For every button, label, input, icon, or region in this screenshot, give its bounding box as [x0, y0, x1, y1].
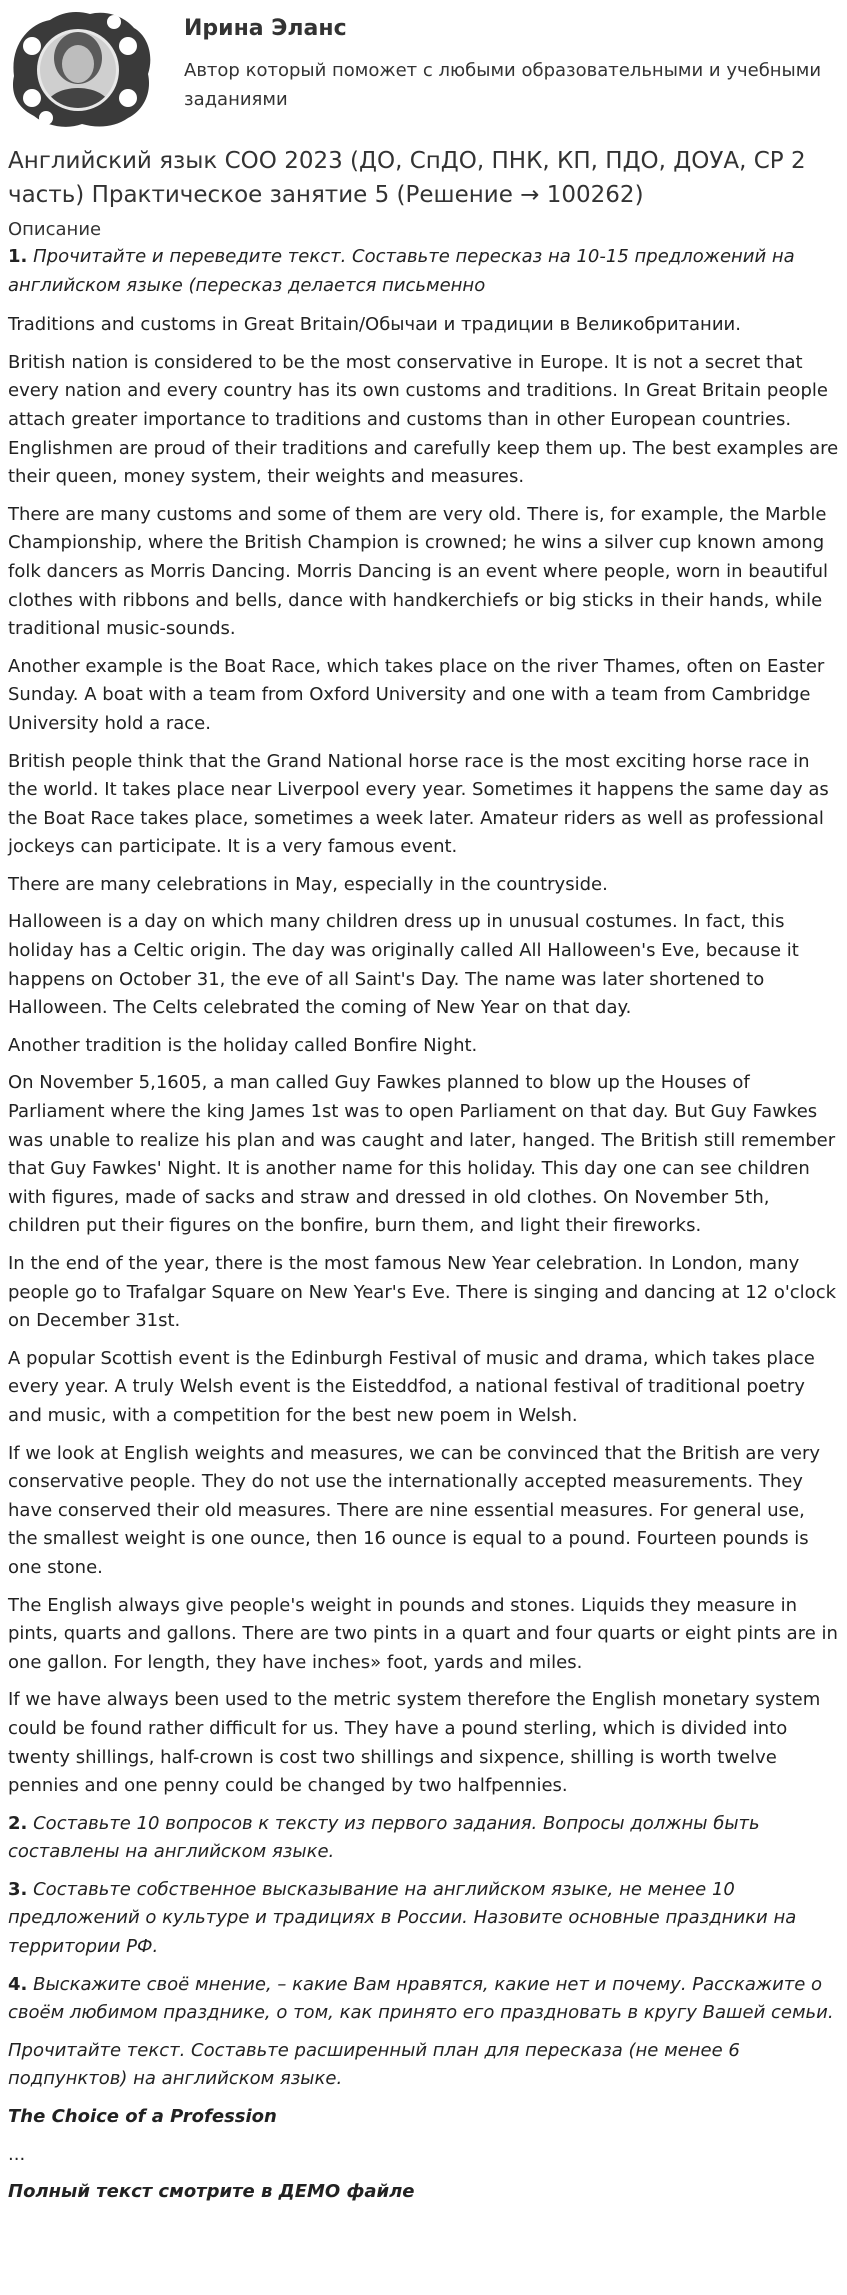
- demo-note: Полный текст смотрите в ДЕМО файле: [8, 2181, 415, 2203]
- text-paragraph: There are many customs and some of them are very old. There is, for example, the Marble Championship, where the British Champion is crowned; he wins a silver cup known among folk dancers as Morris Dancing. Morris Dancing is an event where people, worn in beautiful clothes with ribbons and bells, dance with handkerchiefs or big sticks in their hands, while traditional music-sounds.: [8, 503, 828, 640]
- task-number: 2.: [8, 1812, 28, 1834]
- reel-hole: [119, 37, 137, 55]
- reel-hole: [119, 89, 137, 107]
- task-text: Составьте 10 вопросов к тексту из первого задания. Вопросы должны быть составлены на английском языке.: [8, 1812, 760, 1863]
- text-paragraph: Another tradition is the holiday called Bonfire Night.: [8, 1034, 478, 1056]
- task-number: 3.: [8, 1878, 28, 1900]
- description-label: Описание: [8, 219, 102, 240]
- text-paragraph: A popular Scottish event is the Edinburgh Festival of music and drama, which takes place every year. A truly Welsh event is the Eisteddfod, a national festival of traditional poetry and music, with a competition for the best new poem in Welsh.: [8, 1347, 815, 1426]
- author-avatar[interactable]: [6, 6, 156, 130]
- author-info: [184, 6, 824, 114]
- task-text: Выскажите своё мнение, – какие Вам нравятся, какие нет и почему. Расскажите о своём любимом празднике, о том, как принято его праздновать в кругу Вашей семьи.: [8, 1973, 834, 2024]
- reading-task: Прочитайте текст. Составьте расширенный план для пересказа (не менее 6 подпунктов) на английском языке.: [8, 2039, 740, 2090]
- task-3: [8, 1876, 839, 1962]
- task-number: 4.: [8, 1973, 28, 1995]
- text-body: [8, 311, 839, 1801]
- reel-hole: [107, 15, 121, 29]
- page-title: Английский язык СОО 2023 (ДО, СпДО, ПНК, КП, ПДО, ДОУА, СР 2 часть) Практическое занятие 5 (Решение → 100262): [8, 148, 806, 208]
- author-card: [8, 0, 839, 138]
- text-paragraph: In the end of the year, there is the most famous New Year celebration. In London, many people go to Trafalgar Square on New Year's Eve. There is singing and dancing at 12 o'clock on December 31st.: [8, 1253, 837, 1332]
- task-4: [8, 1971, 839, 2028]
- text-paragraph: On November 5,1605, a man called Guy Fawkes planned to blow up the Houses of Parliament where the king James 1st was to open Parliament on that day. But Guy Fawkes was unable to realize his plan and was caught and later, hanged. The British still remember that Guy Fawkes' Night. It is another name for this holiday. This day one can see children with figures, made of sacks and straw and dressed in old clothes. On November 5th, children put their figures on the bonfire, burn them, and light their fireworks.: [8, 1072, 836, 1237]
- ellipsis: ...: [8, 2143, 26, 2165]
- author-name[interactable]: Ирина Эланс: [184, 16, 347, 41]
- text-paragraph: Traditions and customs in Great Britain/Обычаи и традиции в Великобритании.: [8, 314, 741, 336]
- reel-hole: [23, 89, 41, 107]
- text-paragraph: British people think that the Grand National horse race is the most exciting horse race in the world. It takes place near Liverpool every year. Sometimes it happens the same day as the Boat Race takes place, sometimes a week later. Amateur riders as well as professional jockeys can participate. It is a very famous event.: [8, 750, 829, 858]
- author-description: Автор который поможет с любыми образовательными и учебными заданиями: [184, 60, 822, 110]
- reel-hole: [39, 111, 53, 125]
- task-1: [8, 243, 839, 300]
- text-paragraph: There are many celebrations in May, especially in the countryside.: [8, 873, 608, 895]
- task-number: 1.: [8, 246, 28, 267]
- text-title: The Choice of a Profession: [8, 2106, 277, 2128]
- text-paragraph: The English always give people's weight in pounds and stones. Liquids they measure in pints, quarts and gallons. There are two pints in a quart and four quarts or eight pints are in one gallon. For length, they have inches» foot, yards and miles.: [8, 1594, 838, 1673]
- task-text: Прочитайте и переведите текст. Составьте пересказ на 10-15 предложений на английском языке (пересказ делается письменно: [8, 246, 795, 296]
- task-2: [8, 1810, 839, 1867]
- text-paragraph: Halloween is a day on which many children dress up in unusual costumes. In fact, this holiday has a Celtic origin. The day was originally called All Halloween's Eve, because it happens on October 31, the eve of all Saint's Day. The name was later shortened to Halloween. The Celts celebrated the coming of New Year on that day.: [8, 911, 799, 1019]
- text-paragraph: If we look at English weights and measures, we can be convinced that the British are very conservative people. They do not use the internationally accepted measurements. They have conserved their old measures. There are nine essential measures. For general use, the smallest weight is one ounce, then 16 ounce is equal to a pound. Fourteen pounds is one stone.: [8, 1442, 821, 1578]
- reel-hole: [23, 37, 41, 55]
- text-paragraph: If we have always been used to the metric system therefore the English monetary system could be found rather difficult for us. They have a pound sterling, which is divided into twenty shillings, half-crown is cost two shillings and sixpence, shilling is worth twelve pennies and one penny could be changed by two halfpennies.: [8, 1689, 821, 1797]
- task-text: Составьте собственное высказывание на английском языке, не менее 10 предложений о культуре и традициях в России. Назовите основные праздники на территории РФ.: [8, 1878, 797, 1958]
- text-paragraph: British nation is considered to be the most conservative in Europe. It is not a secret that every nation and every country has its own customs and traditions. In Great Britain people attach greater importance to traditions and customs than in other European countries. Englishmen are proud of their traditions and carefully keep them up. The best examples are their queen, money system, their weights and measures.: [8, 351, 839, 488]
- text-paragraph: Another example is the Boat Race, which takes place on the river Thames, often on Easter Sunday. A boat with a team from Oxford University and one with a team from Cambridge University hold a race.: [8, 655, 825, 734]
